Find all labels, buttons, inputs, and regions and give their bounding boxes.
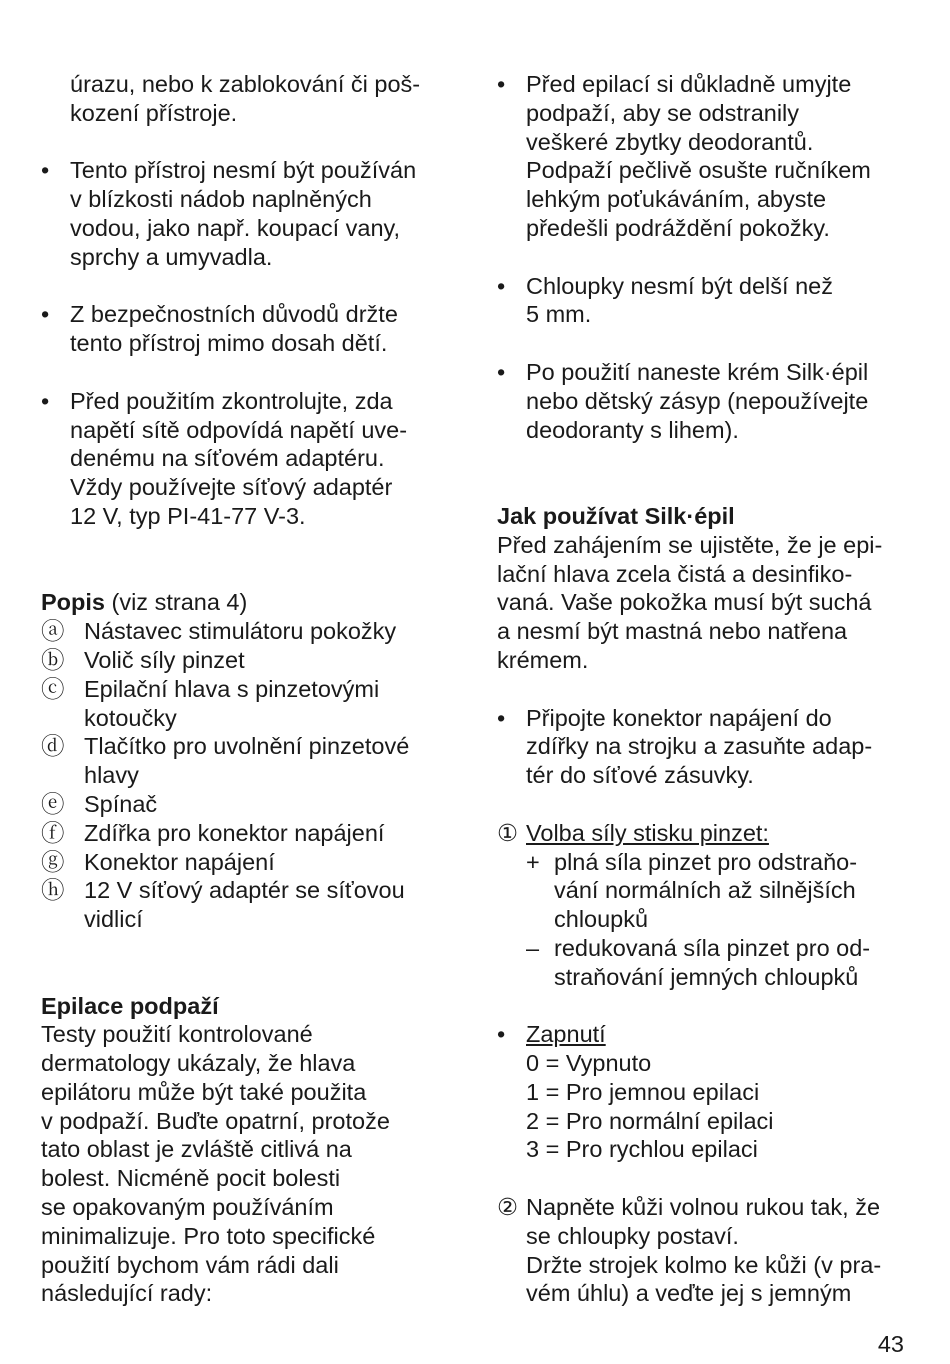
legend-item: ⓔ Spínač <box>41 790 158 817</box>
page-number: 43 <box>877 1331 904 1357</box>
how-to-use-paragraph: Před zahájením se ujistěte, že je epi- lační hlava zcela čistá a desinfiko- vaná. Vaše pokožka musí být suchá a nesmí být mastná nebo natřena krémem. <box>497 531 883 673</box>
how-to-use-heading: Jak používat Silk·épil <box>497 502 735 529</box>
sub-item-full-force: + plná síla pinzet pro odstraňo- vání normálních až silnějších chloupků <box>526 848 858 933</box>
step-number-1: ① <box>497 819 519 846</box>
legend-item: ⓑ Volič síly pinzet <box>41 646 245 673</box>
bullet-after-use: • Po použití naneste krém Silk·épil nebo dětský zásyp (nepoužívejte deodoranty s lihem). <box>497 358 912 444</box>
plus-sign: + <box>526 848 540 875</box>
legend-item: ⓒ Epilační hlava s pinzetovými kotoučky <box>41 675 380 731</box>
bullet-wash-armpit: • Před epilací si důkladně umyjte podpaží, aby se odstranily veškeré zbytky deodorantů. Podpaží pečlivě osušte ručníkem lehkým poťukáváním, abyste předešli podráždění pokožky. <box>497 70 912 243</box>
legend-item: ⓐ Nástavec stimulátoru pokožky <box>41 618 397 645</box>
bullet-children-warning: • Z bezpečnostních důvodů držte tento přístroj mimo dosah dětí. <box>41 300 461 358</box>
popis-heading: Popis (viz strana 4) <box>41 589 248 616</box>
legend-item: ⓖ Konektor napájení <box>41 848 275 875</box>
bullet-voltage-check: • Před použitím zkontrolujte, zda napětí sítě odpovídá napětí uve- denému na síťovém adaptéru. Vždy používejte síťový adaptér 12 V, typ PI-41-77 V-3. <box>41 387 461 531</box>
minus-sign: – <box>526 934 540 961</box>
bullet-hair-length: • Chloupky nesmí být delší než 5 mm. <box>497 272 912 330</box>
left-column <box>41 70 461 1308</box>
legend-item: ⓓ Tlačítko pro uvolnění pinzetové hlavy <box>41 733 410 789</box>
parts-legend <box>41 617 461 934</box>
bullet-switch-on: • Zapnutí 0 = Vypnuto 1 = Pro jemnou epilaci 2 = Pro normální epilaci 3 = Pro rychlou epilaci <box>497 1020 912 1164</box>
bullet-bathtub-warning: • Tento přístroj nesmí být používán v blízkosti nádob naplněných vodou, jako např. koupací vany, sprchy a umyvadla. <box>41 156 461 271</box>
bullet-connect-adapter: • Připojte konektor napájení do zdířky na strojku a zasuňte adap- tér do síťové zásuvky. <box>497 704 912 790</box>
continued-text: úrazu, nebo k zablokování či poš- kození přístroje. <box>70 71 421 126</box>
step-number-2: ② <box>497 1194 519 1221</box>
epilace-paragraph: Testy použití kontrolované dermatology ukázaly, že hlava epilátoru může být také použita v podpaží. Buďte opatrní, protože tato oblast je zvláště citlivá na bolest. Nicméně pocit bolesti se opakovaným používáním minimalizuje. Pro toto specifické použití bychom vám rádi dali následující rady: <box>41 1021 390 1307</box>
right-column <box>497 70 912 1308</box>
step-2: ② Napněte kůži volnou rukou tak, že se chloupky postaví. Držte strojek kolmo ke kůži (v pra- vém úhlu) a veďte jej s jemným <box>497 1194 882 1307</box>
legend-item: ⓗ 12 V síťový adaptér se síťovou vidlicí <box>41 877 405 933</box>
sub-item-reduced-force: – redukovaná síla pinzet pro od- straňování jemných chloupků <box>526 934 871 990</box>
step-1-heading: ① Volba síly stisku pinzet: <box>497 819 769 846</box>
epilace-heading: Epilace podpaží <box>41 992 219 1019</box>
legend-item: ⓕ Zdířka pro konektor napájení <box>41 819 385 846</box>
